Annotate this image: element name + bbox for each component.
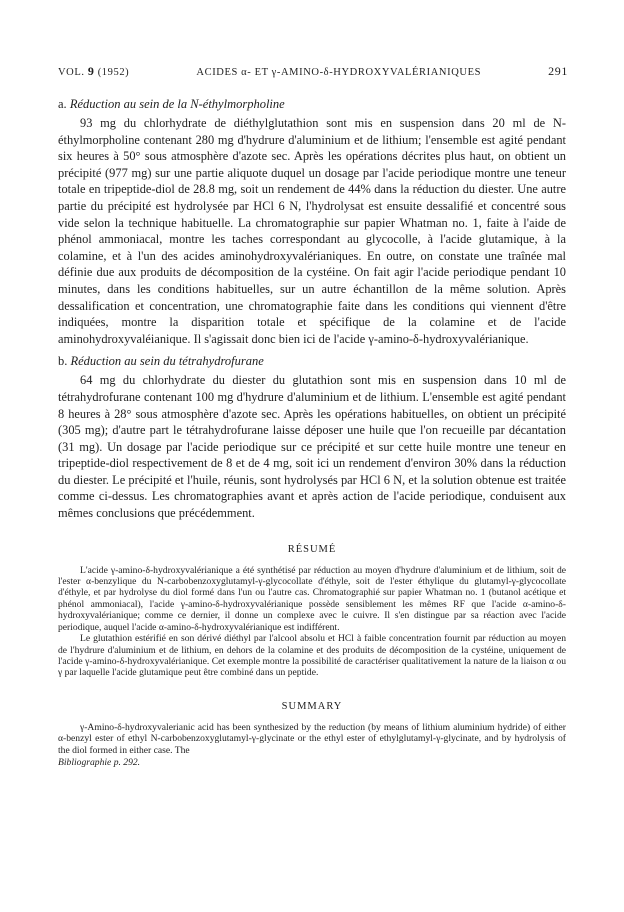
volume-year: (1952) bbox=[97, 67, 130, 78]
section-b-paragraph: 64 mg du chlorhydrate du diester du glutathion sont mis en suspension dans 10 ml de tétrahydrofurane contenant 100 mg d'hydrure d'aluminium et de lithium. L'ensemble est agité pendant 8 heures à 28° sous atmosphère d'azote sec. Après les opérations habituelles, on obtient un précipité (305 mg); d'autre part le tétrahydrofurane laisse déposer une huile que l'on recueille par décantation (31 mg). Un dosage par l'acide periodique sur ce précipité et sur cette huile montre une teneur en tripeptide-diol respectivement de 8 et de 4 mg, soit ici un rendement d'environ 30% dans la réduction du diester. Le précipité et l'huile, réunis, sont hydrolysés par HCl 6 N, et la solution obtenue est traitée comme ci-dessus. Les chromatographies avant et après action de l'acide periodique, conduisent aux mêmes conclusions que précédemment. bbox=[58, 373, 566, 521]
section-b-letter: b. bbox=[58, 354, 68, 369]
page-number: 291 bbox=[548, 64, 568, 78]
section-a-title bbox=[58, 96, 566, 113]
running-header bbox=[58, 64, 568, 79]
section-a-letter: a. bbox=[58, 97, 67, 111]
bibliography-note: Bibliographie p. 292. bbox=[58, 756, 141, 768]
section-b-heading: Réduction au sein du tétrahydrofurane bbox=[70, 354, 264, 369]
running-title: ACIDES α- ET γ-AMINO-δ-HYDROXYVALÉRIANIQUES bbox=[196, 67, 482, 78]
volume-label: VOL. bbox=[58, 67, 85, 78]
volume-number: 9 bbox=[87, 64, 95, 78]
section-b-title bbox=[58, 353, 566, 370]
resume-heading: RÉSUMÉ bbox=[287, 543, 337, 555]
resume-paragraph-1: L'acide γ-amino-δ-hydroxyvalérianique a été synthétisé par réduction au moyen d'hydrure d'aluminium et de lithium, soit de l'ester α-benzylique du N-carbobenzoxyglutamyl-γ-glycocollate d'éthyle, soit de l'ester éthylique du glutamyl-γ-glycocollate d'éthyle, et par hydrolyse du diol formé dans l'un ou l'autre cas. Chromatographié sur papier Whatman no. 1 (butanol acétique et phénol ammoniacal), l'acide γ-amino-δ-hydroxyvalérianique possède sensiblement les mêmes RF que l'acide α-amino-δ-hydroxyvalérianique; comme ce dernier, il donne un complexe avec le cuivre. Il s'en distingue par sa réaction avec l'acide periodique, auquel l'acide α-amino-δ-hydroxyvalérianique est indifférent. bbox=[58, 564, 566, 633]
summary-paragraph: γ-Amino-δ-hydroxyvalerianic acid has been synthesized by the reduction (by means of lithium aluminium hydride) of either α-benzyl ester of ethyl N-carbobenzoxyglutamyl-γ-glycinate or the ethyl ester of ethylglutamyl-γ-glycinate, and by hydrolysis of the diol formed in either case. The bbox=[58, 721, 566, 756]
article-body bbox=[58, 96, 566, 770]
section-a-paragraph: 93 mg du chlorhydrate de diéthylglutathion sont mis en suspension dans 20 ml de N-éthylmorpholine contenant 280 mg d'hydrure d'aluminium et de lithium; l'ensemble est agité pendant six heures à 50° sous atmosphère d'azote sec. Après les opérations décrites plus haut, on obtient un précipité (977 mg) sur une partie aliquote duquel un dosage par l'acide periodique montre une teneur totale en tripeptide-diol de 28.8 mg, soit un rendement de 44% dans la réduction du diester. Une autre partie du précipité est hydrolysée par HCl 6 N, l'hydrolysat est ensuite dessalifié et concentré sous vide selon la technique habituelle. La chromatographie sur papier Whatman no. 1, faite à l'aide de phénol ammoniacal, montre les taches correspondant au glycocolle, à l'acide glutamique, à la colamine, et à l'un des acides aminohydroxyvalérianiques. En outre, on constate une traînée mal définie due aux produits de décomposition de la cystéine. On fait agir l'acide periodique pendant 10 minutes, dans les conditions habituelles, sur un autre échantillon de la même solution. Après dessalification et concentration, une chromatographie faite dans les conditions qui viennent d'être indiquées, montre la disparition totale et spécifique de la colamine et de l'acide aminohydroxyvaléianique. Il s'agissait donc bien ici de l'acide γ-amino-δ-hydroxyvalérianique. bbox=[58, 116, 566, 346]
volume-info bbox=[58, 64, 129, 79]
section-a-heading: Réduction au sein de la N-éthylmorpholine bbox=[69, 97, 285, 111]
resume-paragraph-2: Le glutathion estérifié en son dérivé diéthyl par l'alcool absolu et HCl à faible concentration fournit par réduction au moyen de l'hydrure d'aluminium et de lithium, en dehors de la colamine et des produits de décomposition de la cystéine, uniquement de l'acide γ-amino-δ-hydroxyvalérianique. Cet exemple montre la possibilité de caractériser qualitativement la nature de la liaison α ou γ par laquelle l'acide glutamique peut être combiné dans un peptide. bbox=[58, 633, 566, 679]
summary-heading: SUMMARY bbox=[281, 700, 343, 712]
